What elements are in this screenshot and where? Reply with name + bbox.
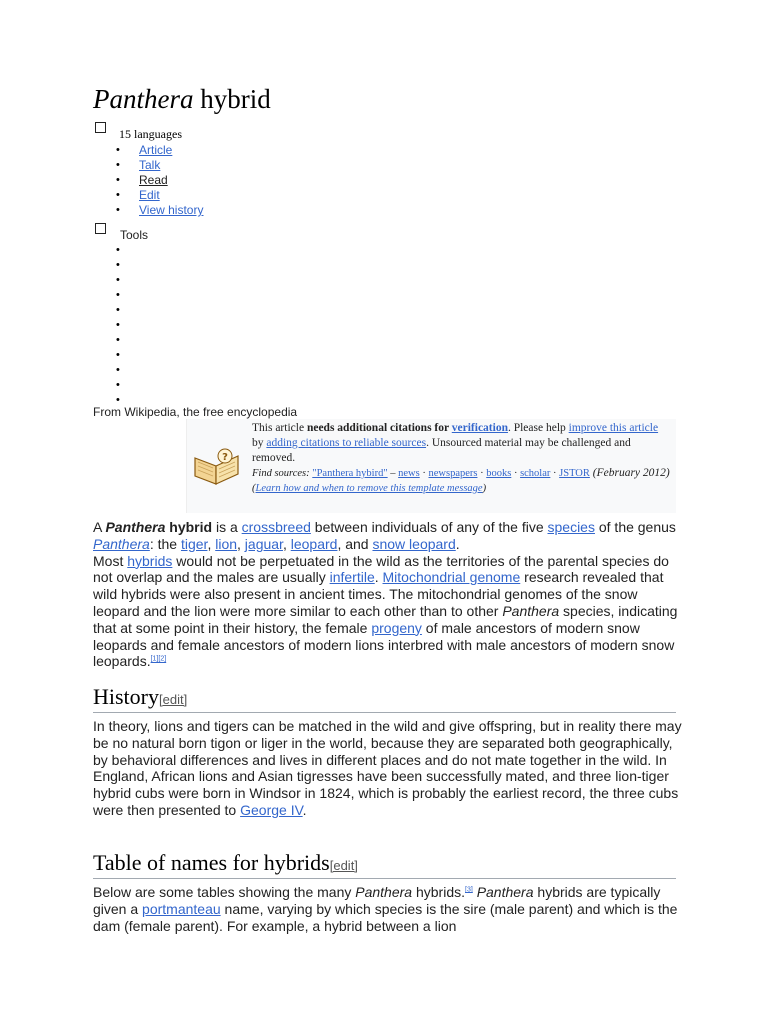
intro-text: ,	[207, 535, 216, 552]
citation-notice-text	[252, 421, 670, 496]
crossbreed-link[interactable]: crossbreed	[241, 519, 311, 535]
sep: ·	[550, 468, 560, 479]
open-book-question-icon	[192, 446, 242, 486]
nav-link-article[interactable]: Article	[139, 143, 173, 157]
nav-link-edit[interactable]: Edit	[139, 188, 160, 202]
books-link[interactable]: books	[486, 468, 512, 479]
tools-list-item[interactable]: •	[116, 259, 120, 271]
learn-close-paren: )	[482, 483, 487, 494]
adding-citations-link[interactable]: adding citations to reliable sources	[266, 437, 427, 449]
find-sources-line	[252, 468, 590, 479]
snow-leopard-link[interactable]: snow leopard	[372, 535, 456, 552]
reference-link[interactable]: [1][2]	[150, 655, 167, 663]
sep: ·	[419, 468, 429, 479]
page-title-italic: Panthera	[93, 84, 194, 114]
jaguar-link[interactable]: jaguar	[244, 535, 283, 552]
history-paragraph	[93, 718, 683, 819]
scholar-link[interactable]: scholar	[520, 468, 551, 479]
table-names-text: hybrids.	[412, 884, 465, 900]
tools-list-item[interactable]: •	[116, 364, 120, 376]
table-names-italic: Panthera	[476, 884, 534, 900]
newspapers-link[interactable]: newspapers	[428, 468, 478, 479]
tools-list-item[interactable]: •	[116, 334, 120, 346]
languages-checkbox[interactable]	[95, 122, 106, 133]
intro-text: , and	[337, 535, 373, 552]
intro-text: .	[374, 569, 383, 586]
table-names-text: hybrids are typically given a	[93, 884, 661, 917]
george-iv-link[interactable]: George IV	[240, 801, 303, 818]
notice-bold	[307, 422, 508, 434]
intro-text: of the genus	[594, 519, 676, 535]
intro-text: would not be perpetuated in the wild as the territories of the parental species do not overlap and the males are usually	[93, 552, 669, 586]
table-names-paragraph	[93, 884, 683, 934]
tiger-link[interactable]: tiger	[180, 535, 208, 552]
nav-item-talk	[111, 158, 203, 173]
news-link[interactable]: news	[398, 468, 420, 479]
progeny-link[interactable]: progeny	[371, 619, 422, 636]
notice-text-1: This article	[252, 422, 307, 434]
search-query-link[interactable]: "Panthera hybird"	[312, 468, 388, 479]
jstor-link[interactable]: JSTOR	[559, 468, 590, 479]
nav-item-article	[111, 143, 203, 158]
panthera-link[interactable]: Panthera	[93, 535, 150, 552]
species-link[interactable]: species	[547, 519, 595, 535]
nav-item-read	[111, 173, 203, 188]
table-names-text: Below are some tables showing the many	[93, 884, 356, 900]
tools-list-item[interactable]: •	[116, 274, 120, 286]
notice-text-3: by	[252, 437, 267, 449]
intro-bold-panthera: Panthera	[105, 519, 166, 535]
infertile-link[interactable]: infertile	[329, 569, 375, 586]
leopard-link[interactable]: leopard	[290, 535, 338, 552]
sep: ·	[511, 468, 521, 479]
site-subtitle: From Wikipedia, the free encyclopedia	[93, 405, 298, 419]
notice-text-4: . Unsourced material may be challenged and removed.	[252, 437, 631, 464]
tools-list-item[interactable]: •	[116, 349, 120, 361]
table-names-edit-link[interactable]: [edit]	[329, 858, 358, 873]
intro-text: research revealed that wild hybrids were also present in ancient times. The mitochondrial genomes of the snow leopard and the lion were more similar to each other than to other	[93, 569, 664, 619]
tools-list-item[interactable]: •	[116, 244, 120, 256]
tools-list-item[interactable]: •	[116, 394, 120, 406]
intro-text: of male ancestors of modern snow leopards and female ancestors of modern lions interbred with male ancestors of modern snow leopards.	[93, 619, 675, 670]
page-title-rest: hybrid	[193, 84, 271, 114]
mitochondrial-genome-link[interactable]: Mitochondrial genome	[382, 569, 521, 586]
history-heading-text: History	[93, 684, 159, 709]
notice-date: (February 2012)	[589, 467, 670, 479]
nav-item-edit	[111, 188, 203, 203]
portmanteau-link[interactable]: portmanteau	[142, 900, 221, 917]
notice-bold-text: needs additional citations for	[306, 422, 452, 434]
improve-article-link[interactable]: improve this article	[568, 422, 659, 434]
intro-text: .	[455, 535, 460, 552]
svg-text:?: ?	[222, 452, 228, 463]
sep: ·	[477, 468, 487, 479]
tools-list-item[interactable]: •	[116, 319, 120, 331]
table-names-text: name, varying by which species is the sire (male parent) and which is the dam (female parent). For example, a hybrid between a lion	[93, 900, 678, 934]
tools-list-item[interactable]: •	[116, 379, 120, 391]
notice-text-2: . Please help	[507, 422, 569, 434]
verification-link[interactable]: verification	[451, 422, 508, 434]
languages-label[interactable]: 15 languages	[119, 127, 182, 141]
intro-text: ,	[237, 535, 245, 552]
intro-bold-hybrid: hybrid	[165, 519, 213, 535]
tools-list-item[interactable]: •	[116, 289, 120, 301]
nav-link-talk[interactable]: Talk	[139, 158, 161, 172]
tools-label[interactable]: Tools	[120, 228, 149, 242]
history-edit-link[interactable]: [edit]	[159, 692, 188, 707]
intro-paragraph	[93, 519, 683, 670]
tools-list	[116, 243, 120, 408]
intro-text: between individuals of any of the five	[310, 519, 548, 535]
intro-text: : the	[149, 535, 181, 552]
nav-item-view-history	[111, 203, 203, 218]
history-text: In theory, lions and tigers can be matched in the wild and give offspring, but in reality there may be no natural born tigon or liger in the world, because they are separated both geographically, by behavioral differences and lives in different places and do not mate together in the wild. In England, African lions and Asian tigresses have been successfully mated, and three lion-tiger hybrid cubs were born in Windsor in 1824, which is probably the earliest record, the three cubs were then presented to	[93, 718, 682, 818]
learn-open-paren: (	[252, 483, 256, 494]
page-title	[93, 84, 271, 115]
intro-italic-panthera: Panthera	[502, 602, 560, 619]
intro-text: ,	[282, 535, 291, 552]
table-names-heading	[93, 850, 676, 879]
nav-link-view-history[interactable]: View history	[139, 203, 204, 217]
hybrids-link[interactable]: hybrids	[127, 552, 173, 569]
nav-link-read[interactable]: Read	[139, 173, 168, 187]
reference-link[interactable]: [3]	[465, 886, 473, 894]
intro-text: species, indicating that at some point in their history, the female	[93, 602, 678, 636]
history-text-end: .	[302, 801, 307, 818]
history-heading	[93, 684, 676, 713]
tools-list-item[interactable]: •	[116, 304, 120, 316]
page-actions-nav	[111, 143, 203, 218]
learn-remove-template-link[interactable]: Learn how and when to remove this template message	[255, 483, 483, 494]
table-names-italic: Panthera	[355, 884, 413, 900]
lion-link[interactable]: lion	[215, 535, 238, 552]
find-sources-label: Find sources:	[252, 468, 310, 479]
intro-text: A	[93, 519, 106, 535]
tools-checkbox[interactable]	[95, 223, 106, 234]
intro-text: is a	[212, 519, 242, 535]
find-sources-dash: –	[387, 468, 399, 479]
intro-text: Most	[93, 552, 128, 569]
table-names-heading-text: Table of names for hybrids	[93, 850, 330, 875]
